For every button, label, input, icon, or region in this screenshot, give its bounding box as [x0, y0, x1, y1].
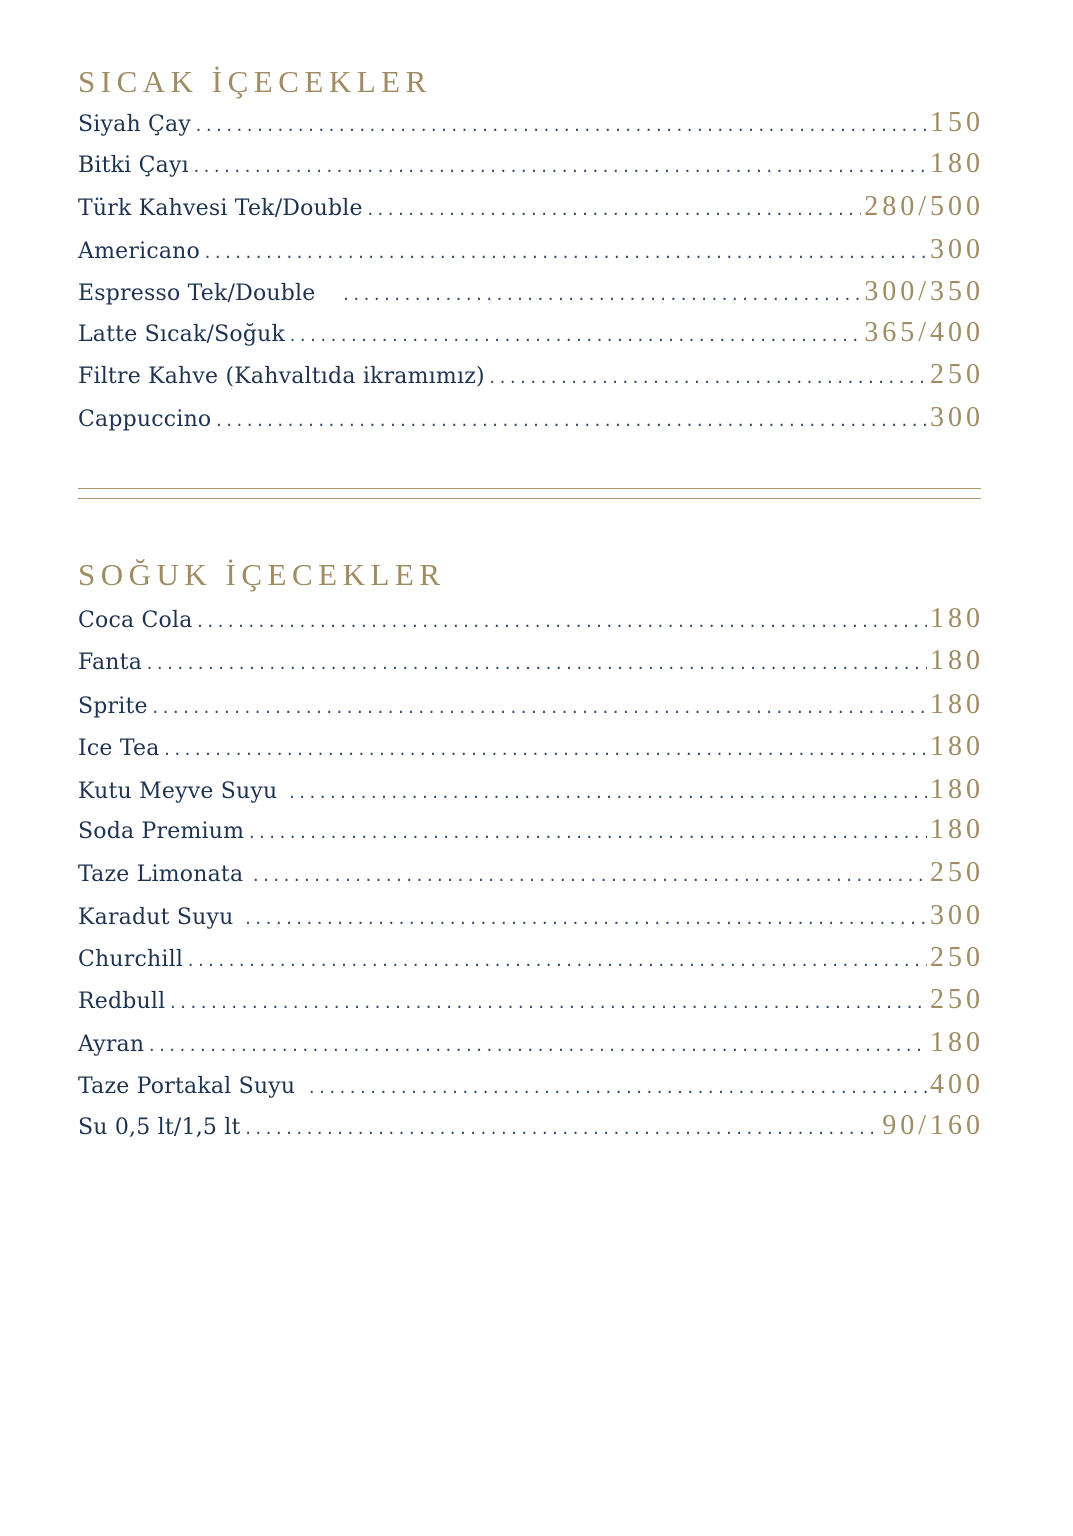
item-price: 280/500 [864, 191, 984, 222]
item-price: 300/350 [864, 276, 984, 307]
menu-item [78, 1069, 984, 1100]
dot-leader [145, 655, 927, 673]
item-name: Ice Tea [78, 736, 160, 761]
menu-item [78, 984, 984, 1015]
dot-leader [287, 784, 927, 802]
menu-item [78, 148, 984, 179]
item-name: Türk Kahvesi Tek/Double [78, 196, 363, 221]
item-price: 180 [930, 774, 984, 805]
item-name: Coca Cola [78, 608, 193, 633]
menu-item [78, 1027, 984, 1058]
item-price: 180 [930, 148, 984, 179]
menu-item [78, 900, 984, 931]
item-name: Taze Portakal Suyu [78, 1074, 296, 1099]
item-name: Redbull [78, 989, 166, 1014]
menu-item [78, 234, 984, 265]
dot-leader [288, 327, 861, 345]
item-price: 180 [930, 645, 984, 676]
item-price: 250 [930, 942, 984, 973]
menu-item [78, 603, 984, 634]
dot-leader [488, 369, 927, 387]
menu-item [78, 857, 984, 888]
section-divider-top-rule [78, 488, 981, 489]
dot-leader [196, 613, 927, 631]
dot-leader [307, 1079, 927, 1097]
item-name: Kutu Meyve Suyu [78, 779, 278, 804]
menu-item [78, 317, 984, 348]
dot-leader [194, 117, 927, 135]
menu-item [78, 942, 984, 973]
item-price: 365/400 [864, 317, 984, 348]
dot-leader [147, 1037, 927, 1055]
menu-item [78, 107, 984, 138]
section-title-hot-drinks: SICAK İÇECEKLER [78, 64, 432, 99]
dot-leader [342, 286, 862, 304]
item-name: Soda Premium [78, 819, 245, 844]
dot-leader [203, 244, 927, 262]
menu-item [78, 774, 984, 805]
item-name: Latte Sıcak/Soğuk [78, 322, 286, 347]
item-price: 300 [930, 402, 984, 433]
item-name: Churchill [78, 947, 184, 972]
menu-item [78, 1110, 984, 1141]
item-name: Siyah Çay [78, 112, 191, 137]
menu-item [78, 276, 984, 307]
item-name: Su 0,5 lt/1,5 lt [78, 1115, 241, 1140]
item-price: 180 [930, 1027, 984, 1058]
dot-leader [168, 994, 927, 1012]
dot-leader [186, 952, 927, 970]
item-price: 150 [930, 107, 984, 138]
menu-item [78, 402, 984, 433]
item-price: 250 [930, 857, 984, 888]
item-price: 180 [930, 689, 984, 720]
section-divider-bottom-rule [78, 498, 981, 499]
menu-item [78, 731, 984, 762]
menu-item [78, 359, 984, 390]
menu-item [78, 191, 984, 222]
dot-leader [244, 910, 927, 928]
dot-leader [192, 158, 927, 176]
item-name: Taze Limonata [78, 862, 244, 887]
item-price: 300 [930, 900, 984, 931]
item-price: 300 [930, 234, 984, 265]
menu-item [78, 645, 984, 676]
item-name: Ayran [78, 1032, 145, 1057]
dot-leader [366, 201, 862, 219]
item-name: Bitki Çayı [78, 153, 189, 178]
dot-leader [214, 412, 927, 430]
item-name: Cappuccino [78, 407, 212, 432]
dot-leader [244, 1120, 880, 1138]
dot-leader [247, 824, 927, 842]
item-price: 90/160 [882, 1110, 984, 1141]
item-name: Filtre Kahve (Kahvaltıda ikramımız) [78, 364, 485, 389]
item-name: Americano [78, 239, 200, 264]
dot-leader [151, 699, 927, 717]
item-price: 180 [930, 731, 984, 762]
section-title-cold-drinks: SOĞUK İÇECEKLER [78, 557, 446, 592]
item-price: 180 [930, 603, 984, 634]
dot-leader [163, 741, 927, 759]
item-price: 180 [930, 814, 984, 845]
item-price: 400 [930, 1069, 984, 1100]
dot-leader [251, 867, 927, 885]
item-name: Karadut Suyu [78, 905, 234, 930]
item-price: 250 [930, 359, 984, 390]
item-price: 250 [930, 984, 984, 1015]
item-name: Espresso Tek/Double [78, 281, 316, 306]
menu-item [78, 689, 984, 720]
item-name: Fanta [78, 650, 143, 675]
item-name: Sprite [78, 694, 148, 719]
menu-item [78, 814, 984, 845]
